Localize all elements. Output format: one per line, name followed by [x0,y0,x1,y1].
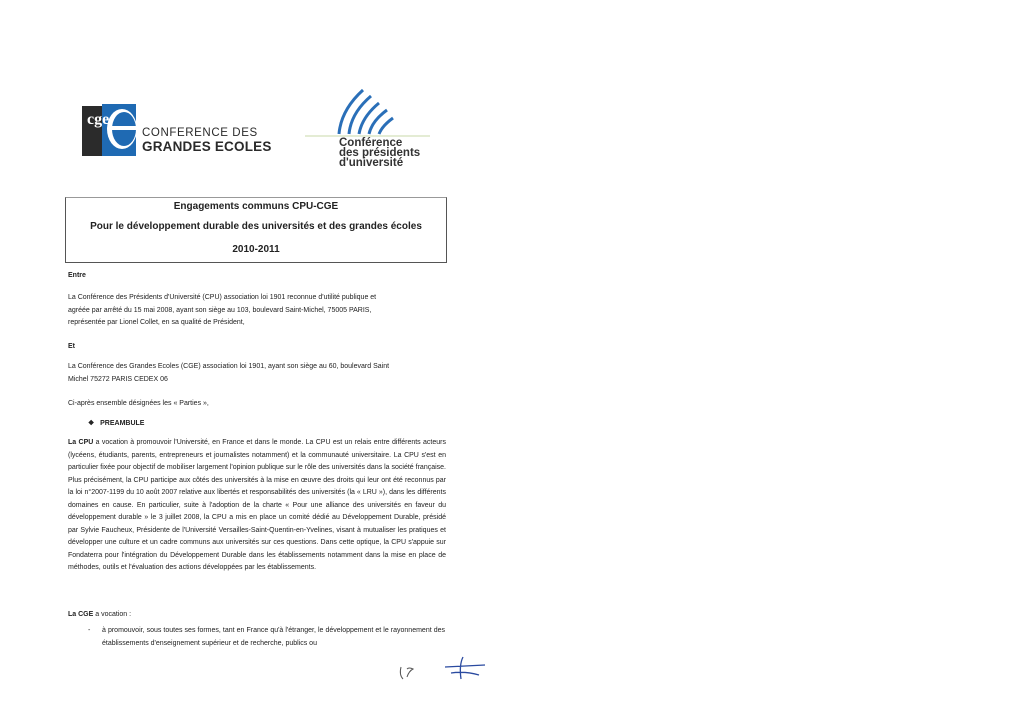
cpu-mission-text: a vocation à promouvoir l'Université, en France et dans le monde. La CPU est un relais entre différents acteurs (lycéens, étudiants, parents, entrepreneurs et journalistes notamment) et la communauté universitaire. La CPU s'est en particulier fixée pour objectif de mobiliser largement l'opinion publique sur le rôle des universités dans la société française. Plus précisément, la CPU participe aux côtés des universités à la mise en œuvre des droits qui leur ont été reconnus par la loi n°2007-1199 du 10 août 2007 relative aux libertés et responsabilités des universités (la « LRU »), dans les différents domaines en cause. En particulier, suite à l'adoption de la charte « Pour une alliance des universités en faveur du développement durable » le 3 juillet 2008, la CPU a mis en place un comité dédié au Développement Durable, présidé par Sylvie Faucheux, Présidente de l'Université Versailles-Saint-Quentin-en-Yvelines, visant à mutualiser les pratiques et développer une culture et un cadre communs aux universités sur ces questions. Dans cette optique, la CPU s'appuie sur Fondaterra pour l'intégration du Développement Durable dans les établissements notamment dans la mise en place de méthodes, outils et l'évaluation des actions développées par les établissements. [68,439,446,571]
cpu-logo-text [339,138,420,168]
cpu-logo-line2: des présidents [339,147,421,159]
initials-signature [395,655,495,685]
preambule-label: PREAMBULE [100,420,145,427]
cpu-party-line: représentée par Lionel Collet, en sa qualité de Président, [68,319,245,326]
cpu-party-line: La Conférence des Présidents d'Université (CPU) association loi 1901 reconnue d'utilité publique et [68,294,377,301]
cge-mission-intro [68,609,131,622]
title-line3: 2010-2011 [232,244,280,255]
entre-label: Entre [68,272,86,279]
cge-emblem-letter-c: cge [87,111,110,128]
et-label: Et [68,343,75,350]
cge-logo-line1: CONFERENCE DES [142,127,258,139]
parties-definition: Ci-après ensemble désignées les « Parties », [68,400,209,407]
cpu-party-line: agréée par arrêté du 15 mai 2008, ayant son siège au 103, boulevard Saint-Michel, 75005 PARIS, [68,306,372,314]
cpu-mission-lead: La CPU [68,439,94,446]
cge-mission-text: a vocation : [93,611,132,618]
cpu-mission-paragraph [68,437,446,575]
cge-party-paragraph [68,361,446,386]
dash-bullet-icon: - [88,627,91,634]
title-box [65,197,447,263]
title-line2: Pour le développement durable des universités et des grandes écoles [90,221,422,232]
cge-logo-line2: GRANDES ECOLES [142,139,272,154]
cge-party-line: Michel 75272 PARIS CEDEX 06 [68,375,168,383]
cpu-logo [305,80,435,140]
cge-mission-bullet: à promouvoir, sous toutes ses formes, tant en France qu'à l'étranger, le développement et le rayonnement des établissements d'enseignement supérieur et de recherche, publics ou [102,627,445,647]
cge-party-line: La Conférence des Grandes Ecoles (CGE) association loi 1901, ayant son siège au 60, boulevard Saint [68,363,390,370]
diamond-bullet-icon: ❖ [88,420,95,427]
cge-logo-text [142,127,272,153]
title-line1: Engagements communs CPU-CGE [173,201,339,212]
cpu-logo-line3: d'université [339,157,404,169]
cpu-party-paragraph [68,292,446,330]
preambule-heading [88,418,144,431]
cpu-logo-line1: Conférence [339,137,403,149]
cge-mission-lead: La CGE [68,611,94,618]
